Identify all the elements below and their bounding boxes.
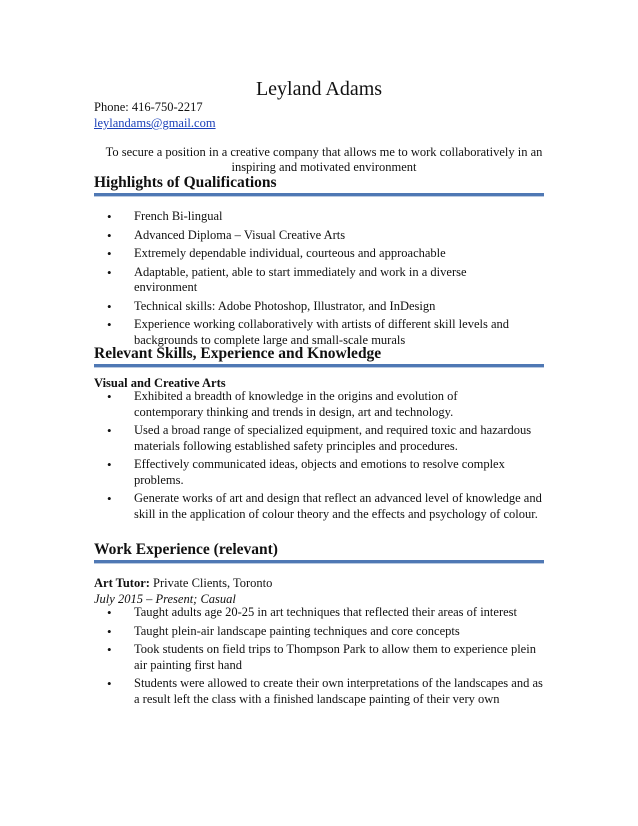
email-link[interactable]: leylandams@gmail.com (94, 116, 216, 130)
employer: Private Clients, Toronto (153, 576, 273, 590)
section-divider (94, 193, 544, 197)
list-item: • Effectively communicated ideas, objects and emotions to resolve complex problems. (100, 457, 550, 488)
list-item: • Taught plein-air landscape painting techniques and core concepts (100, 624, 550, 640)
job-title: Art Tutor: (94, 576, 150, 590)
list-item: • Extremely dependable individual, courteous and approachable (100, 246, 545, 262)
section-title-work: Work Experience (relevant) (94, 541, 278, 558)
list-item: • French Bi-lingual (100, 209, 545, 225)
section-divider (94, 560, 544, 564)
work-duties-list (100, 605, 550, 710)
list-item: • Used a broad range of specialized equipment, and required toxic and hazardous materials following established safety principles and procedures. (100, 423, 550, 454)
list-item: • Generate works of art and design that reflect an advanced level of knowledge and skill in the application of colour theory and the effects and psychology of colour. (100, 491, 550, 522)
list-item: • Experience working collaboratively with artists of different skill levels and backgrounds to complete large and small-scale murals (100, 317, 545, 348)
list-item: • Took students on field trips to Thompson Park to allow them to experience plein air painting first hand (100, 642, 550, 673)
list-item: • Students were allowed to create their own interpretations of the landscapes and as a result left the class with a finished landscape painting of their very own (100, 676, 550, 707)
skills-list (100, 389, 550, 525)
candidate-name: Leyland Adams (255, 78, 383, 100)
list-item: • Exhibited a breadth of knowledge in the origins and evolution of contemporary thinking and trends in design, art and technology. (100, 389, 550, 420)
list-item: • Technical skills: Adobe Photoshop, Illustrator, and InDesign (100, 299, 545, 315)
section-title-skills: Relevant Skills, Experience and Knowledge (94, 345, 382, 362)
objective-statement: To secure a position in a creative company that allows me to work collaboratively in an inspiring and motivated environment (105, 145, 543, 174)
list-item: • Advanced Diploma – Visual Creative Arts (100, 228, 545, 244)
job-dates: July 2015 – Present; Casual (94, 592, 236, 606)
skills-subheading: Visual and Creative Arts (94, 376, 226, 390)
qualifications-list (100, 209, 545, 351)
list-item: • Adaptable, patient, able to start immediately and work in a diverse environment (100, 265, 545, 296)
section-divider (94, 364, 544, 368)
section-title-qualifications: Highlights of Qualifications (94, 174, 277, 191)
phone-number: Phone: 416-750-2217 (94, 100, 203, 114)
job-heading (94, 575, 272, 591)
list-item: • Taught adults age 20-25 in art techniques that reflected their areas of interest (100, 605, 550, 621)
